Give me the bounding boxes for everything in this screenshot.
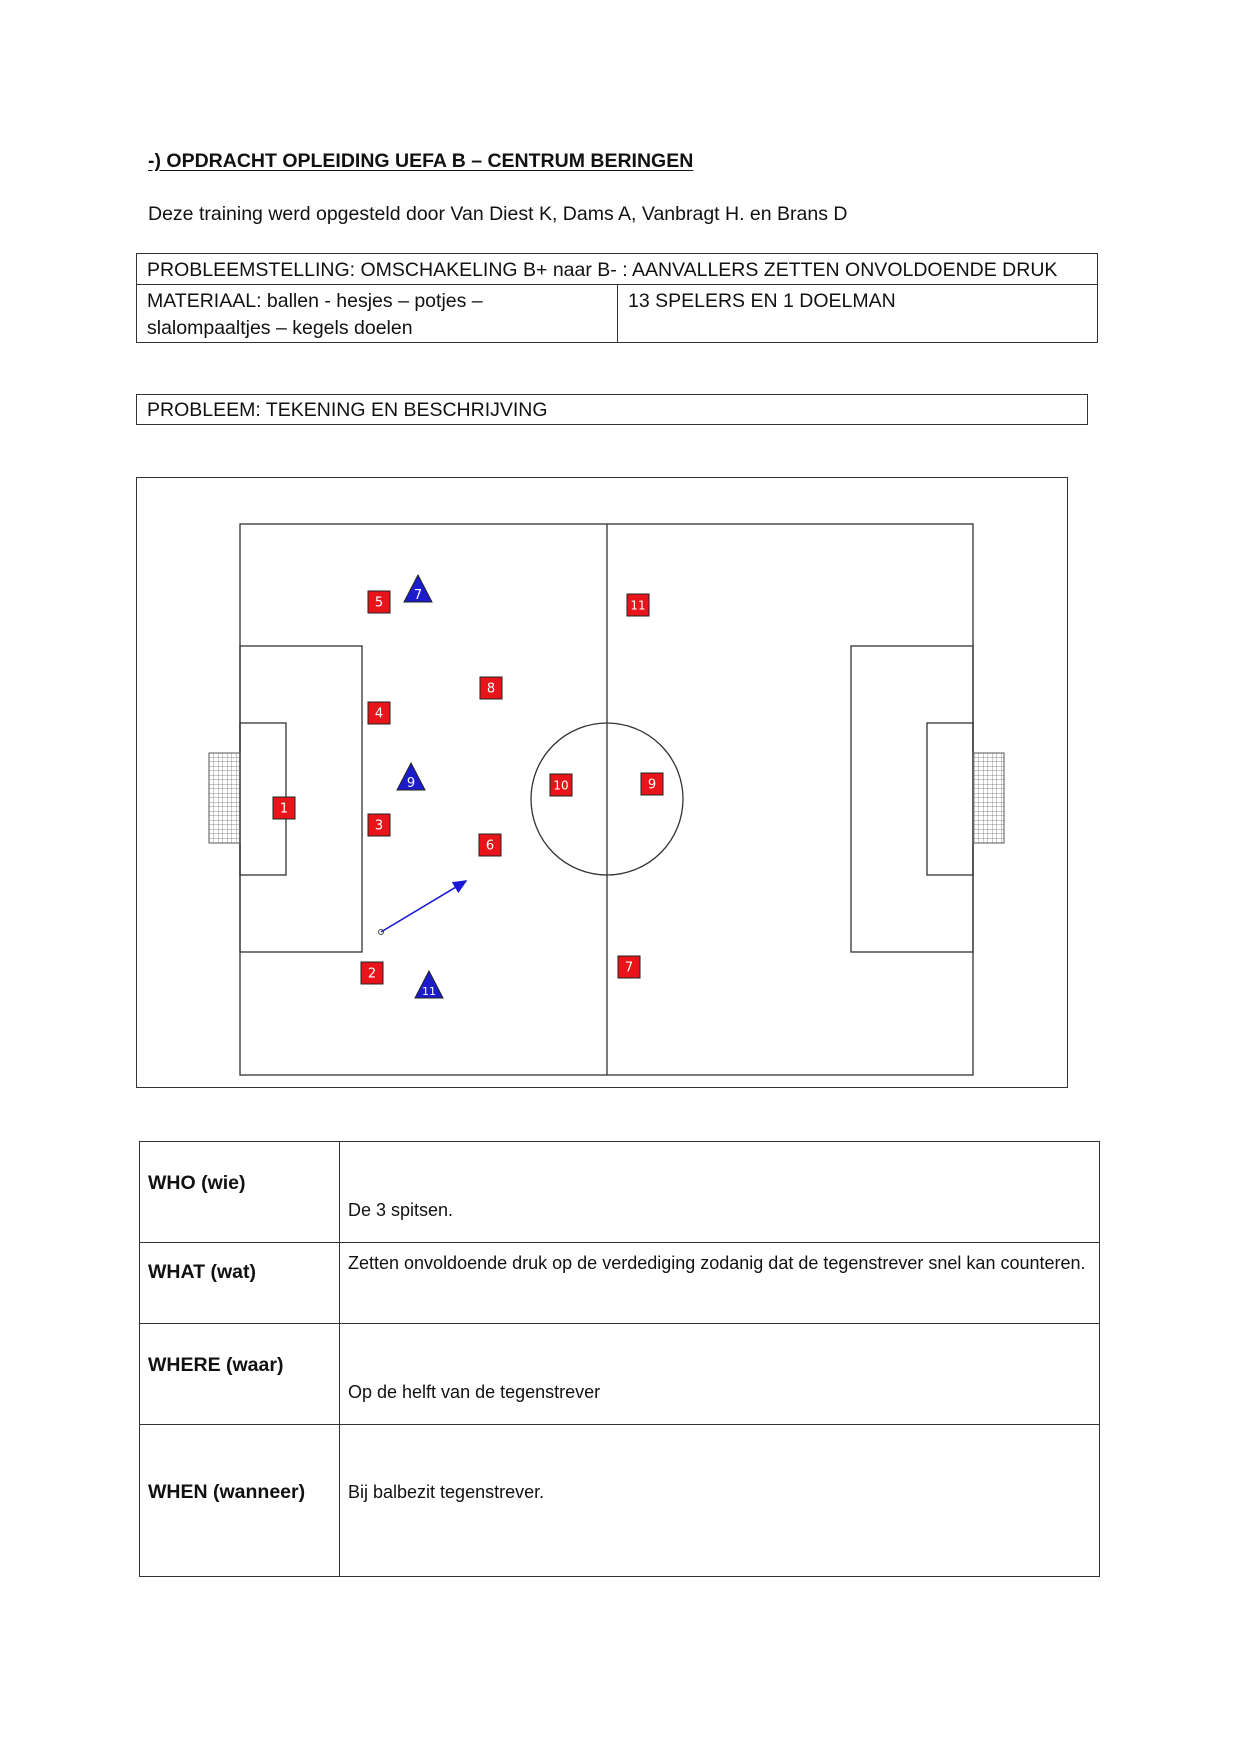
analysis-table bbox=[139, 1141, 1100, 1577]
where-label-cell bbox=[140, 1324, 340, 1425]
blue-player-9 bbox=[397, 763, 425, 791]
who-value: De 3 spitsen. bbox=[348, 1200, 454, 1220]
right-goal-area bbox=[927, 723, 973, 875]
red-player-number: 2 bbox=[367, 966, 377, 982]
red-player-9 bbox=[641, 773, 663, 795]
red-player-6 bbox=[479, 834, 501, 856]
red-player-5 bbox=[368, 591, 390, 613]
what-label: WHAT (wat) bbox=[148, 1261, 256, 1283]
red-player-number: 9 bbox=[647, 777, 657, 793]
who-value-cell bbox=[340, 1142, 1100, 1243]
red-player-number: 10 bbox=[553, 778, 569, 793]
where-value-cell bbox=[340, 1324, 1100, 1425]
materiaal-cell bbox=[137, 285, 618, 343]
where-value: Op de helft van de tegenstrever bbox=[348, 1382, 601, 1402]
right-goal-net bbox=[973, 753, 1004, 843]
info-table bbox=[136, 253, 1098, 343]
blue-player-number: 9 bbox=[406, 776, 416, 791]
when-label: WHEN (wanneer) bbox=[148, 1481, 306, 1503]
red-player-number: 11 bbox=[630, 598, 646, 613]
left-penalty-area bbox=[240, 646, 362, 952]
red-player-11 bbox=[627, 594, 649, 616]
red-team bbox=[273, 591, 663, 984]
materiaal-line-1: MATERIAAL: ballen - hesjes – potjes – bbox=[147, 290, 483, 312]
red-player-10 bbox=[550, 774, 572, 796]
pitch-diagram bbox=[136, 477, 1068, 1088]
red-player-7 bbox=[618, 956, 640, 978]
red-player-number: 8 bbox=[486, 681, 496, 697]
red-player-1 bbox=[273, 797, 295, 819]
red-player-4 bbox=[368, 702, 390, 724]
red-player-number: 5 bbox=[374, 595, 384, 611]
what-value-cell bbox=[340, 1243, 1100, 1324]
where-label: WHERE (waar) bbox=[148, 1354, 284, 1376]
pass-arrow bbox=[381, 881, 466, 932]
document-subtitle: Deze training werd opgesteld door Van Diest K, Dams A, Vanbragt H. en Brans D bbox=[148, 203, 848, 225]
red-player-8 bbox=[480, 677, 502, 699]
when-label-cell bbox=[140, 1425, 340, 1577]
blue-player-number: 7 bbox=[413, 588, 423, 603]
document-title: -) OPDRACHT OPLEIDING UEFA B – CENTRUM BERINGEN bbox=[148, 150, 694, 172]
blue-player-number: 11 bbox=[422, 985, 436, 998]
red-player-3 bbox=[368, 814, 390, 836]
when-value-cell bbox=[340, 1425, 1100, 1577]
red-player-number: 1 bbox=[279, 801, 289, 817]
right-penalty-area bbox=[851, 646, 973, 952]
red-player-number: 7 bbox=[624, 960, 634, 976]
what-label-cell bbox=[140, 1243, 340, 1324]
analysis-row-where bbox=[140, 1324, 1100, 1425]
who-label-cell bbox=[140, 1142, 340, 1243]
info-row-probleemstelling bbox=[137, 254, 1098, 285]
info-row-materiaal bbox=[137, 285, 1098, 343]
red-player-number: 6 bbox=[485, 838, 495, 854]
blue-player-7 bbox=[404, 575, 432, 603]
analysis-row-when bbox=[140, 1425, 1100, 1577]
blue-team bbox=[397, 575, 443, 998]
red-player-number: 3 bbox=[374, 818, 384, 834]
pitch-svg bbox=[137, 478, 1067, 1087]
problem-header: PROBLEEM: TEKENING EN BESCHRIJVING bbox=[136, 394, 1088, 425]
left-goal-net bbox=[209, 753, 240, 843]
blue-player-11 bbox=[415, 971, 443, 998]
spelers-cell: 13 SPELERS EN 1 DOELMAN bbox=[618, 285, 1098, 343]
when-value: Bij balbezit tegenstrever. bbox=[348, 1482, 545, 1502]
red-player-number: 4 bbox=[374, 706, 384, 722]
what-value: Zetten onvoldoende druk op de verdediging zodanig dat de tegenstrever snel kan counteren. bbox=[348, 1253, 1086, 1273]
probleemstelling-cell: PROBLEEMSTELLING: OMSCHAKELING B+ naar B- : AANVALLERS ZETTEN ONVOLDOENDE DRUK bbox=[137, 254, 1098, 285]
analysis-row-what bbox=[140, 1243, 1100, 1324]
analysis-row-who bbox=[140, 1142, 1100, 1243]
who-label: WHO (wie) bbox=[148, 1172, 246, 1194]
red-player-2 bbox=[361, 962, 383, 984]
materiaal-line-2: slalompaaltjes – kegels doelen bbox=[147, 317, 413, 339]
